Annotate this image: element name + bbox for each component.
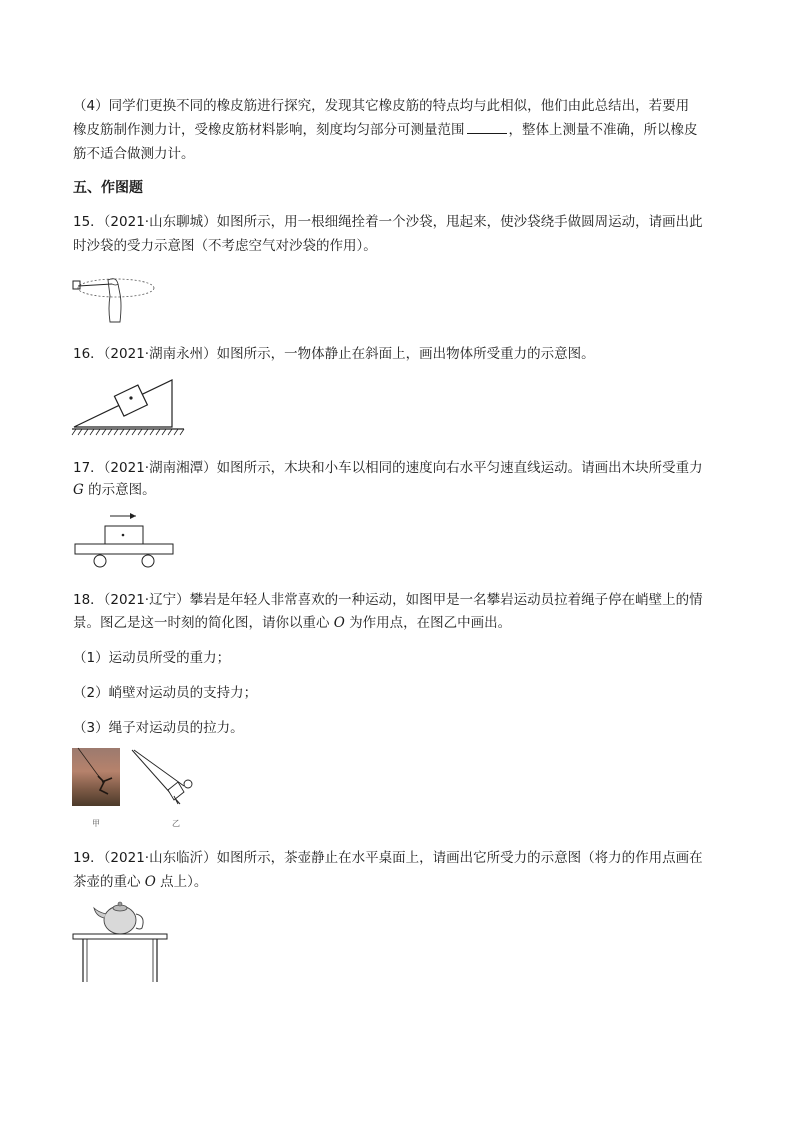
q18-item-3: （3）绳子对运动员的拉力。 xyxy=(73,720,244,736)
q19-line-1: 19．（2021·山东临沂）如图所示，茶壶静止在水平桌面上，请画出它所受力的示意图（将力的作用点画在 xyxy=(73,850,703,866)
q18-caption-yi: 乙 xyxy=(172,819,180,828)
q18-item-2: （2）峭壁对运动员的支持力； xyxy=(73,685,258,701)
q17-figure-cart xyxy=(72,510,177,570)
q16-figure-incline xyxy=(72,375,192,437)
q18-line-1: 18．（2021·辽宁）攀岩是年轻人非常喜欢的一种运动，如图甲是一名攀岩运动员拉着绳子停在峭壁上的情 xyxy=(73,592,703,608)
q14-line-3: 筋不适合做测力计。 xyxy=(73,146,195,162)
q18-caption-jia: 甲 xyxy=(92,819,100,828)
q18-line-2: 景。图乙是这一时刻的简化图，请你以重心 O 为作用点，在图乙中画出。 xyxy=(73,615,512,631)
q19-line-2: 茶壶的重心 O 点上）。 xyxy=(73,874,208,890)
answer-blank[interactable] xyxy=(467,121,507,134)
q15-figure-sandbag xyxy=(68,270,158,325)
q15-line-2: 时沙袋的受力示意图（不考虑空气对沙袋的作用）。 xyxy=(73,238,377,254)
q17-line-2: G 的示意图。 xyxy=(73,482,156,498)
q19-figure-teapot-table xyxy=(70,900,170,985)
q15-line-1: 15．（2021·山东聊城）如图所示，用一根细绳拴着一个沙袋，甩起来，使沙袋绕手做圆周运动，请画出此 xyxy=(73,214,703,230)
section-title: 五、作图题 xyxy=(73,180,143,196)
q18-climber-photo xyxy=(72,748,120,806)
q14-line-1: （4）同学们更换不同的橡皮筋进行探究，发现其它橡皮筋的特点均与此相似，他们由此总结出，若要用 xyxy=(73,98,690,114)
q18-figure-simplified xyxy=(128,748,198,810)
q17-line-1: 17．（2021·湖南湘潭）如图所示，木块和小车以相同的速度向右水平匀速直线运动。请画出木块所受重力 xyxy=(73,460,703,476)
q14-line-2: 橡皮筋制作测力计，受橡皮筋材料影响，刻度均匀部分可测量范围 ，整体上测量不准确，所以橡皮 xyxy=(73,122,698,138)
q16-line-1: 16．（2021·湖南永州）如图所示，一物体静止在斜面上，画出物体所受重力的示意图。 xyxy=(73,346,595,362)
q18-item-1: （1）运动员所受的重力； xyxy=(73,650,231,666)
